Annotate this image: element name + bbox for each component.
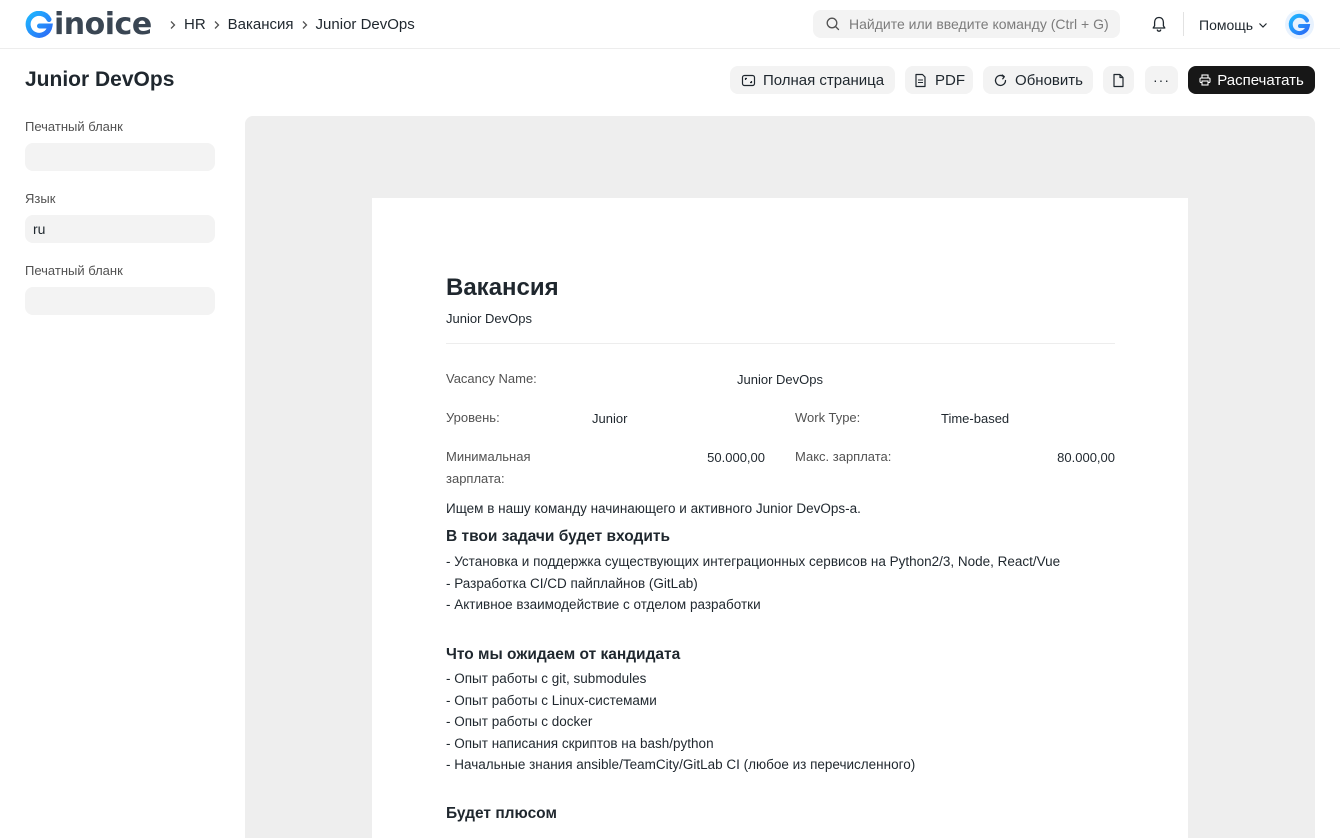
- section-heading-requirements: Что мы ожидаем от кандидата: [446, 646, 681, 663]
- language-label: Язык: [25, 191, 56, 206]
- list-item: - Опыт работы с Linux-системами: [446, 692, 657, 708]
- breadcrumb: [162, 0, 415, 49]
- list-item: - Начальные знания ansible/TeamCity/GitLab CI (любое из перечисленного): [446, 757, 916, 772]
- page-title: Junior DevOps: [25, 68, 175, 91]
- file-text-icon: [913, 73, 928, 88]
- help-label: Помощь: [1199, 16, 1254, 33]
- search-icon: [825, 16, 841, 32]
- level-value: Junior: [592, 411, 628, 426]
- max-salary-value: 80.000,00: [1057, 450, 1115, 465]
- refresh-icon: [993, 73, 1008, 88]
- min-salary-value: 50.000,00: [707, 450, 765, 465]
- logo-g-icon: [25, 11, 53, 39]
- chevron-right-icon: [296, 17, 314, 33]
- breadcrumb-current[interactable]: Junior DevOps: [315, 16, 415, 33]
- print-sheet: [372, 198, 1188, 838]
- bell-icon[interactable]: [1150, 15, 1168, 33]
- more-icon: ···: [1153, 72, 1170, 88]
- language-select[interactable]: ru: [25, 215, 215, 243]
- print-format-select[interactable]: [25, 143, 215, 171]
- logo-text: inoice: [54, 7, 152, 42]
- chevron-right-icon: [208, 17, 226, 33]
- list-item: - Опыт работы с git, submodules: [446, 671, 647, 686]
- document-content: [446, 272, 1115, 822]
- pdf-label: PDF: [935, 71, 965, 89]
- file-icon: [1111, 73, 1126, 88]
- list-item: - Опыт написания скриптов на bash/python: [446, 735, 714, 751]
- print-settings-sidebar: [25, 116, 215, 315]
- breadcrumb-hr[interactable]: HR: [184, 16, 206, 33]
- app-logo[interactable]: [25, 6, 152, 44]
- document-title: Вакансия: [446, 274, 559, 301]
- section-heading-tasks: В твои задачи будет входить: [446, 528, 671, 545]
- work-type-value: Time-based: [941, 411, 1010, 426]
- document-divider: [446, 343, 1115, 344]
- full-page-label: Полная страница: [762, 71, 885, 89]
- level-label: Уровень:: [446, 410, 500, 425]
- user-avatar[interactable]: [1285, 10, 1314, 39]
- navbar-divider: [1183, 12, 1184, 36]
- section-heading-bonus: Будет плюсом: [446, 805, 557, 822]
- full-page-button[interactable]: [730, 66, 895, 94]
- refresh-button[interactable]: [983, 66, 1093, 94]
- vacancy-name-value: Junior DevOps: [737, 372, 823, 387]
- breadcrumb-vacancy[interactable]: Вакансия: [227, 16, 294, 33]
- chevron-right-icon: [164, 17, 182, 33]
- list-item: - Опыт работы с docker: [446, 714, 593, 729]
- search-input[interactable]: [849, 16, 1119, 32]
- print-format-label: Печатный бланк: [25, 119, 123, 134]
- max-salary-label: Макс. зарплата:: [795, 449, 892, 464]
- pdf-button[interactable]: [905, 66, 973, 94]
- work-type-label: Work Type:: [795, 410, 861, 425]
- list-item: - Разработка CI/CD пайплайнов (GitLab): [446, 575, 698, 591]
- chevron-down-icon: [1257, 19, 1269, 31]
- document-subtitle: Junior DevOps: [446, 311, 532, 326]
- print-button[interactable]: [1188, 66, 1315, 94]
- expand-icon: [741, 73, 756, 88]
- min-salary-label-line1: Минимальная: [446, 449, 531, 464]
- letterhead-label: Печатный бланк: [25, 263, 123, 278]
- refresh-label: Обновить: [1015, 71, 1083, 89]
- letterhead-select[interactable]: [25, 287, 215, 315]
- vacancy-name-label: Vacancy Name:: [446, 371, 537, 386]
- search-bar[interactable]: [813, 10, 1120, 38]
- min-salary-label-line2: зарплата:: [446, 471, 505, 486]
- more-actions-button[interactable]: [1145, 66, 1178, 94]
- document-button[interactable]: [1103, 66, 1134, 94]
- print-label: Распечатать: [1217, 71, 1304, 89]
- navbar: [0, 0, 1340, 49]
- list-item: - Активное взаимодействие с отделом разработки: [446, 597, 761, 612]
- printer-icon: [1199, 74, 1211, 86]
- vacancy-intro: Ищем в нашу команду начинающего и активного Junior DevOps-а.: [446, 501, 861, 516]
- requirements-list: [446, 668, 1115, 776]
- help-dropdown[interactable]: [1199, 0, 1269, 49]
- print-preview[interactable]: [245, 116, 1315, 838]
- tasks-list: [446, 551, 1115, 616]
- list-item: - Установка и поддержка существующих интеграционных сервисов на Python2/3, Node, React/Vue: [446, 554, 1061, 569]
